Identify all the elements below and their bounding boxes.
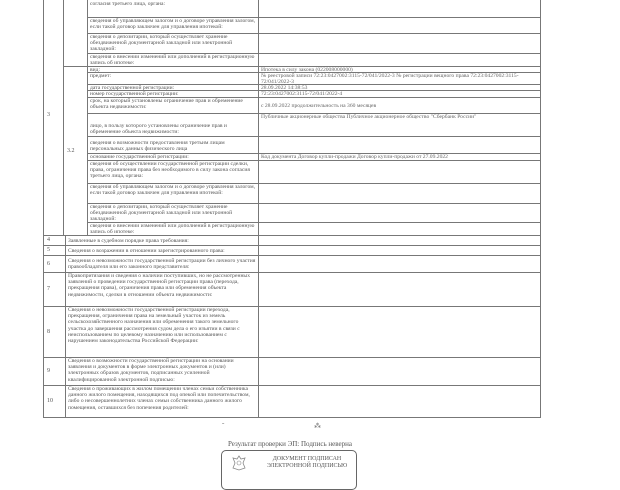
row-label: Заявленные в судебном порядке права требования:	[65, 235, 259, 246]
row-label: сведения о внесении изменений или дополнений в регистрационную запись об ипотеке:	[87, 53, 259, 67]
row-value: № реестровой записи 72:23:0427002:3115-72/041/2022-3 № регистрации вещного права 72:23:0427002:3115-72/041/2022-3	[258, 72, 541, 85]
row-label: дата государственной регистрации:	[87, 84, 259, 91]
row-label: лицо, в пользу которого установлены ограничение прав и обременение объекта недвижимости:	[87, 113, 259, 137]
row-value	[258, 33, 541, 54]
row-label: Сведения о невозможности государственной регистрации перехода, прекращения, ограничения права на земельный участок из земель сельскохозяйственного назначения или обременения такого земельного участка до завершения рассмотрения судом дела о его изъятии в связи с неиспользованием по целевому назначению или использованием с нарушением законодательства Российской Федерации:	[65, 306, 259, 358]
row-label: номер государственной регистрации:	[87, 90, 259, 98]
row-value	[258, 0, 541, 18]
subsection-number: 3.2	[63, 66, 88, 236]
row-value	[258, 136, 541, 154]
coat-of-arms-icon	[230, 454, 248, 472]
row-value	[258, 385, 541, 418]
row-number: 8	[43, 306, 66, 358]
row-label: сведения о депозитарии, который осуществляет хранение обездвиженной документарной закладной или электронной закладной:	[87, 203, 259, 223]
row-value	[258, 17, 541, 34]
row-value	[258, 272, 541, 307]
row-value	[258, 203, 541, 223]
signature-check-result: Результат проверки ЭП: Подпись неверна	[227, 440, 353, 448]
row-label: Сведения о возражении в отношении зарегистрированного права:	[65, 245, 259, 256]
stamp-title: ДОКУМЕНТ ПОДПИСАН ЭЛЕКТРОННОЙ ПОДПИСЬЮ	[266, 456, 348, 469]
section-number: 3	[43, 0, 64, 236]
row-number: 9	[43, 357, 66, 386]
row-label: срок, на который установлены ограничение прав и обременение объекта недвижимости:	[87, 97, 259, 114]
signature-stamp	[221, 450, 357, 490]
row-label: основание государственной регистрации:	[87, 153, 259, 161]
row-number: 7	[43, 272, 66, 307]
row-value	[258, 160, 541, 184]
row-value: Код документа Договор купли-продажи Договор купли-продажи от 27.09.2022	[258, 153, 541, 161]
row-number: 4	[43, 235, 66, 246]
row-label: вид:	[87, 66, 259, 73]
row-number: 6	[43, 255, 66, 273]
row-value: 28.09.2022 14:38:53	[258, 84, 541, 91]
row-label: сведения о внесении изменений или дополнений в регистрационную запись об ипотеке:	[87, 222, 259, 236]
scan-speck: ⁂	[314, 422, 321, 430]
row-label: Сведения о возможности государственной регистрации на основании заявления и документов в форме электронных документов и (или) электронных образов документов, подписанных усиленной квалифицированной электронной подписью:	[65, 357, 259, 386]
row-value	[258, 255, 541, 273]
scan-speck: ˇ	[222, 422, 225, 430]
row-label: сведения об осуществлении государственной регистрации сделки, права, ограничения права без необходимого в силу закона согласия третьего лица, органа:	[87, 160, 259, 184]
row-label: Сведения о проживающих в жилом помещении членах семьи собственника данного жилого помещения, находящихся под опекой или попечительством, либо о несовершеннолетних членах семьи собственника данного жилого помещения, оставшихся без попечения родителей:	[65, 385, 259, 418]
row-label: сведения об управляющем залогом и о договоре управления залогом, если такой договор заключен для управления ипотекой:	[87, 183, 259, 204]
row-label: Сведения о невозможности государственной регистрации без личного участия правообладателя или его законного представителя:	[65, 255, 259, 273]
row-value	[258, 53, 541, 67]
row-number: 10	[43, 385, 66, 418]
row-label: сведения о возможности предоставления третьим лицам персональных данных физического лица	[87, 136, 259, 154]
row-label: Правопритязания и сведения о наличии поступивших, но не рассмотренных заявлений о проведении государственной регистрации права (перехода, прекращения права), ограничения права или обременения объекта недвижимости, сделки в отношении объекта недвижимости:	[65, 272, 259, 307]
row-label: предмет:	[87, 72, 259, 85]
row-value: Публичные акционерные общества Публичное акционерное общество "Сбербанк России"	[258, 113, 541, 137]
row-label: сведения о депозитарии, который осуществляет хранение обездвиженной документарной закладной или электронной закладной:	[87, 33, 259, 54]
row-value	[258, 222, 541, 236]
row-value: Ипотека в силу закона (022008000000)	[258, 66, 541, 73]
row-value	[258, 306, 541, 358]
row-number: 5	[43, 245, 66, 256]
row-value: 72:23:0427002:3115-72/041/2022-4	[258, 90, 541, 98]
row-value	[258, 357, 541, 386]
row-label: согласия третьего лица, органа:	[87, 0, 259, 18]
row-label: сведения об управляющем залогом и о договоре управления залогом, если такой договор заключен для управления ипотекой:	[87, 17, 259, 34]
row-value: с 28.09.2022 продолжительность на 360 месяцев	[258, 97, 541, 114]
subsection-number-cell	[63, 0, 88, 67]
row-value	[258, 183, 541, 204]
